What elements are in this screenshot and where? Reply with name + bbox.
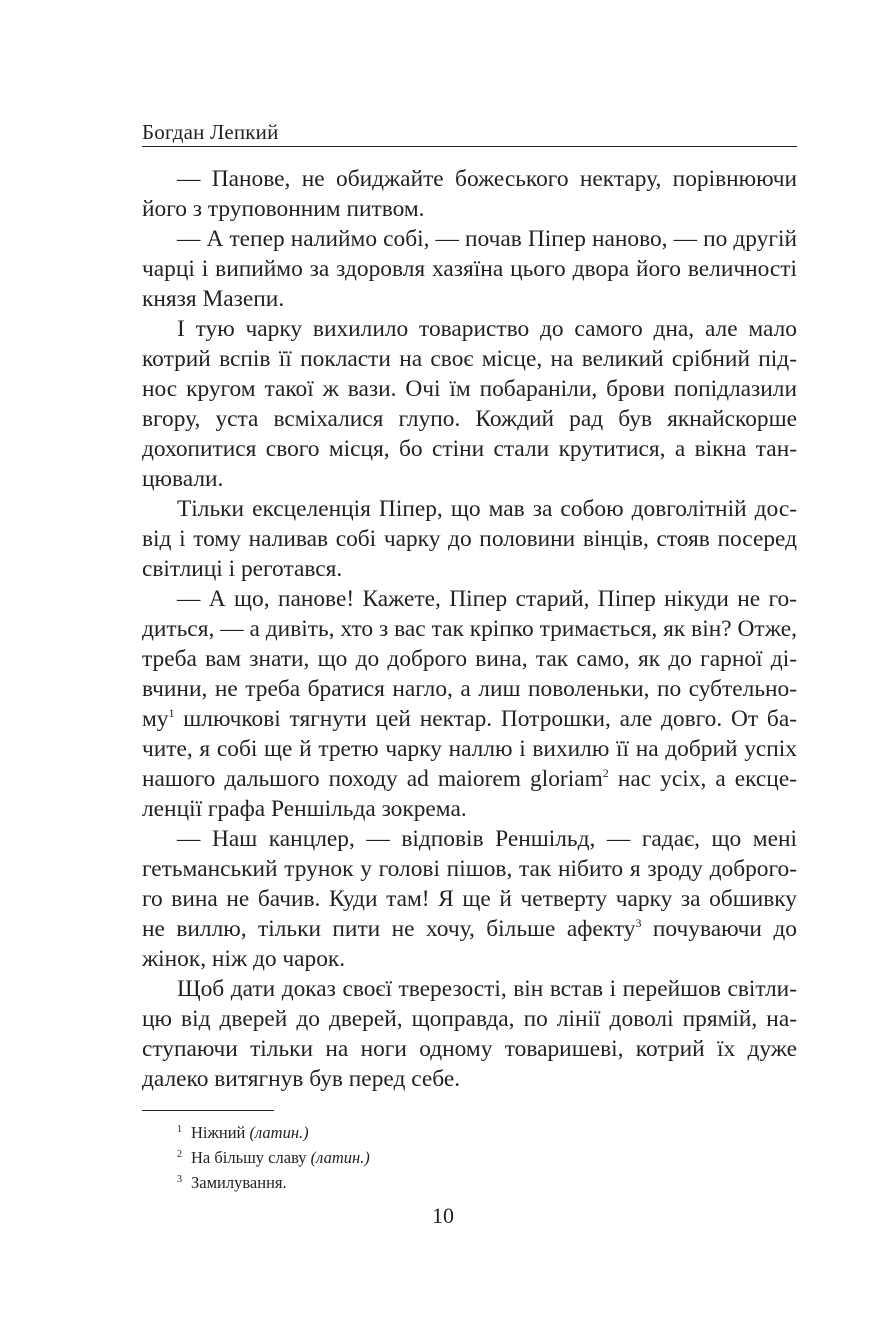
text-line: диться, — а дивіть, хто з вас так кріпко тримається, як він? Отже, <box>142 616 797 642</box>
text-line: вчини, не треба братися нагло, а лиш поволеньки, по субтельно- <box>142 676 797 702</box>
text-line: чите, я собі ще й третю чарку наллю і вихилю її на добрий успіх <box>142 736 797 762</box>
footnote-text: Замилування. <box>191 1173 287 1192</box>
footnote-mark: 2 <box>177 1149 182 1160</box>
text-line: ступаючи тільки на ноги одному товаришеві, котрий їх дуже <box>142 1036 797 1062</box>
footnote-mark: 1 <box>177 1124 182 1135</box>
text-line: Тільки ексцеленція Піпер, що мав за собою довголітній дос- <box>177 496 797 522</box>
text-line: — А тепер налиймо собі, — почав Піпер наново, — по другій <box>177 226 797 252</box>
text-line: котрий вспів її покласти на своє місце, на великий срібний під- <box>142 346 797 372</box>
text-line: гетьманський трунок у голові пішов, так нібито я зроду доброго- <box>142 856 797 882</box>
footnote-language-note: (латин.) <box>310 1148 370 1167</box>
footnote-divider <box>142 1110 274 1111</box>
line-text: не виллю, тільки пити не хочу, більше афекту <box>142 916 636 942</box>
footnote-ref: 1 <box>168 706 175 720</box>
text-line: світлиці і реготався. <box>142 556 343 582</box>
text-line: дохопитися свого місця, бо стіни стали крутитися, а вікна тан- <box>142 436 797 462</box>
text-line: — Наш канцлер, — відповів Реншільд, — гадає, що мені <box>177 826 797 852</box>
line-text: почуваючи до <box>652 916 797 942</box>
text-line: ленції графа Реншільда зокрема. <box>142 796 467 822</box>
footnote-language-note: (латин.) <box>249 1123 309 1142</box>
running-title: Богдан Лепкий <box>142 120 279 144</box>
line-text: шлючкові тягнути цей нектар. Потрошки, але довго. От ба- <box>183 706 797 732</box>
footnote-item <box>177 1167 370 1192</box>
text-line: — Панове, не обиджайте божеського нектару, порівнюючи <box>177 166 797 192</box>
running-header <box>142 118 797 147</box>
text-line: князя Мазепи. <box>142 286 285 312</box>
text-line: го вина не бачив. Куди там! Я ще й четверту чарку за обшивку <box>142 886 797 912</box>
footnote-item <box>177 1117 370 1142</box>
text-line: від і тому наливав собі чарку до половини вінців, стояв посеред <box>142 526 797 552</box>
line-text: нашого дальшого походу ad maiorem gloriam <box>142 766 603 792</box>
footnote-item <box>177 1142 370 1167</box>
text-line: нос кругом такої ж вази. Очі їм побараніли, брови попідлазили <box>142 376 797 402</box>
body-text <box>142 164 797 1094</box>
word-fragment: му <box>142 706 169 732</box>
text-line: вгору, уста всміхалися глупо. Кождий рад був якнайскорше <box>142 406 797 432</box>
text-line: чарці і випиймо за здоровля хазяїна цього двора його величності <box>142 256 797 282</box>
footnote-ref: 3 <box>635 916 642 930</box>
line-text: нас усіх, а ексце- <box>617 766 797 792</box>
footnote-text: Ніжний <box>191 1123 246 1142</box>
footnote-text: На більшу славу <box>191 1148 307 1167</box>
page-number: 10 <box>432 1203 454 1228</box>
text-line: І тую чарку вихилило товариство до самого дна, але мало <box>177 316 797 342</box>
text-line <box>142 764 797 794</box>
text-line: Щоб дати доказ своєї тверезості, він встав і перейшов світли- <box>177 976 797 1002</box>
text-line: — А що, панове! Кажете, Піпер старий, Піпер нікуди не го- <box>177 586 797 612</box>
text-line <box>142 914 797 944</box>
footnote-mark: 3 <box>177 1174 182 1185</box>
text-line: цювали. <box>142 466 224 492</box>
footnote-ref: 2 <box>602 766 609 780</box>
text-line: далеко витягнув був перед себе. <box>142 1066 461 1092</box>
text-line: жінок, ніж до чарок. <box>142 946 346 972</box>
text-line: цю від дверей до дверей, щоправда, по лінії доволі прямій, на- <box>142 1006 797 1032</box>
text-line: треба вам знати, що до доброго вина, так само, як до гарної ді- <box>142 646 797 672</box>
text-line: його з труповонним питвом. <box>142 196 425 222</box>
footnotes <box>177 1117 370 1192</box>
text-line <box>142 704 797 734</box>
